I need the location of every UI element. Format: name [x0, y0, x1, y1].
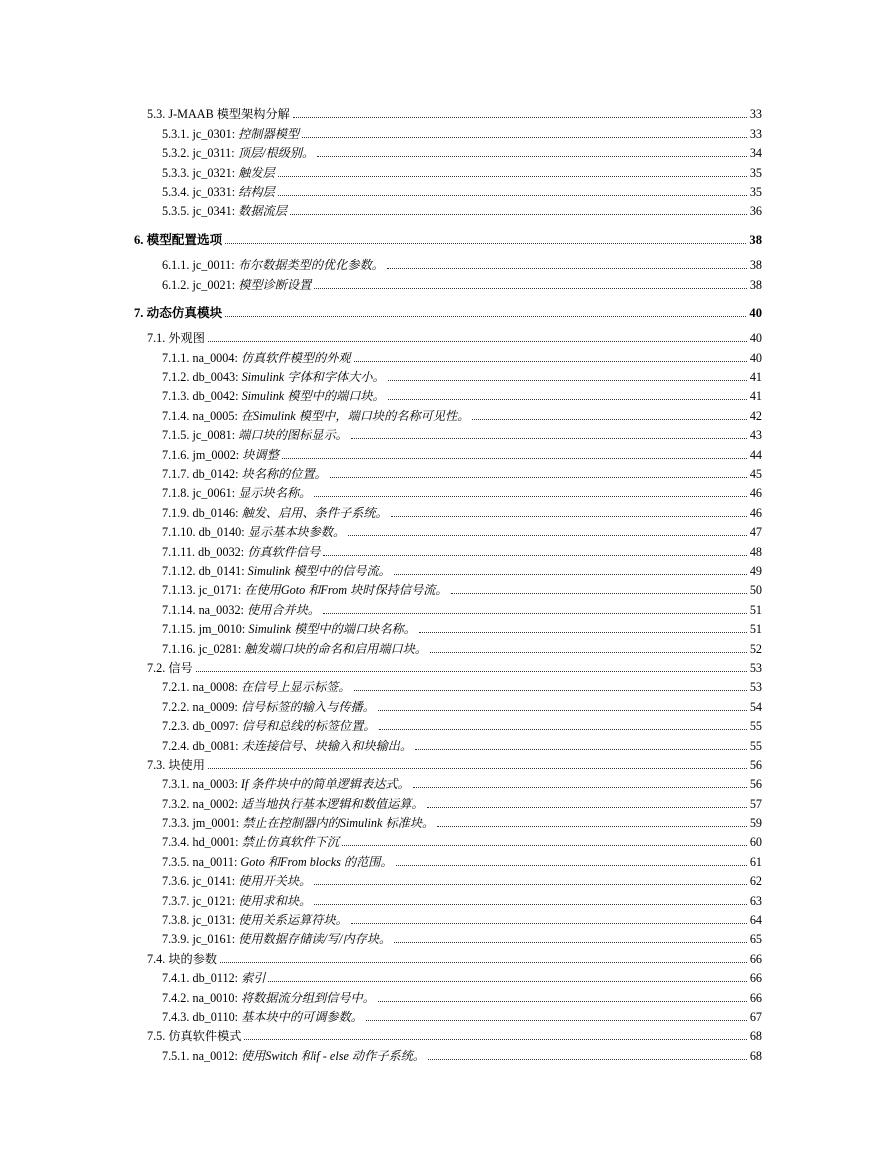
- toc-entry-text: [162, 680, 351, 694]
- toc-entry-number: 7.1.3. db_0042:: [162, 389, 242, 404]
- toc-entry[interactable]: [0, 753, 893, 772]
- dot-leader: [348, 535, 747, 536]
- toc-entry-text: [162, 428, 348, 442]
- toc-entry-title: 显示基本块参数。: [247, 525, 346, 540]
- dot-leader: [268, 981, 746, 982]
- toc-entry-page-number: 41: [749, 389, 762, 404]
- dot-leader: [428, 1059, 747, 1060]
- toc-entry-page-number: 66: [749, 990, 762, 1005]
- toc-entry[interactable]: [0, 272, 893, 291]
- dot-leader: [208, 768, 747, 769]
- toc-entry-title: 模型诊断设置: [238, 277, 312, 292]
- toc-entry-page-number: 45: [749, 467, 762, 482]
- toc-entry-page-number: 40: [749, 350, 762, 365]
- dot-leader: [451, 593, 747, 594]
- toc-entry-title: 触发、启用、条件子系统。: [241, 505, 388, 520]
- toc-entry-title: 块调整: [242, 447, 279, 462]
- toc-entry[interactable]: [0, 772, 893, 791]
- toc-entry-number: 7.4.1. db_0112:: [162, 971, 242, 986]
- toc-entry-text: [162, 525, 345, 539]
- toc-entry-title: 禁止在控制器内的Simulink 标准块。: [242, 816, 435, 831]
- toc-entry-title: 在Simulink 模型中，端口块的名称可见性。: [240, 408, 470, 423]
- toc-entry-page-number: 67: [749, 1009, 762, 1024]
- toc-entry-text: [162, 467, 327, 481]
- dot-leader: [430, 652, 747, 653]
- toc-entry-text: [162, 855, 393, 869]
- toc-entry[interactable]: [0, 985, 893, 1004]
- toc-entry-title: If 条件块中的简单逻辑表达式。: [240, 777, 410, 792]
- toc-entry-page-number: 33: [749, 126, 762, 141]
- toc-entry-title: 使用求和块。: [238, 893, 312, 908]
- toc-entry-page-number: 51: [749, 602, 762, 617]
- toc-entry-number: 7.1.10. db_0140:: [162, 525, 248, 540]
- toc-entry-page-number: 44: [749, 447, 762, 462]
- toc-entry-title: 触发层: [238, 165, 275, 180]
- toc-entry-title: 在使用Goto 和From 块时保持信号流。: [244, 583, 448, 598]
- toc-entry-title: 信号: [168, 660, 193, 675]
- toc-entry-page-number: 46: [749, 486, 762, 501]
- toc-entry-title: Simulink 模型中的端口块名称。: [248, 622, 416, 637]
- toc-entry[interactable]: [0, 811, 893, 830]
- toc-entry[interactable]: [0, 227, 893, 246]
- toc-entry-page-number: 38: [749, 277, 762, 292]
- toc-entry-number: 7.1.15. jm_0010:: [162, 622, 249, 637]
- toc-entry-title: Goto 和From blocks 的范围。: [240, 854, 393, 869]
- toc-entry-title: 使用数据存储读/写/内存块。: [238, 932, 392, 947]
- toc-entry[interactable]: [0, 423, 893, 442]
- toc-entry[interactable]: [0, 791, 893, 810]
- toc-entry-number: 7.1.: [147, 331, 169, 346]
- dot-leader: [314, 904, 747, 905]
- toc-entry-text: [162, 719, 376, 733]
- toc-entry-number: 7.5.: [147, 1029, 169, 1044]
- toc-entry-number: 7.1.12. db_0141:: [162, 563, 248, 578]
- toc-entry-page-number: 48: [749, 544, 762, 559]
- toc-entry[interactable]: [0, 462, 893, 481]
- toc-entry-title: Simulink 字体和字体大小。: [241, 370, 385, 385]
- dot-leader: [388, 399, 747, 400]
- toc-entry-text: [162, 777, 410, 791]
- toc-entry-text: [162, 166, 275, 180]
- dot-leader: [351, 923, 747, 924]
- toc-entry-title: 端口块的图标显示。: [238, 428, 348, 443]
- toc-entry-page-number: 64: [749, 913, 762, 928]
- toc-entry-number: 7.1.2. db_0043:: [162, 370, 242, 385]
- toc-entry-number: 7.3.2. na_0002:: [162, 796, 241, 811]
- toc-entry-page-number: 34: [749, 146, 762, 161]
- dot-leader: [314, 884, 747, 885]
- toc-entry-number: 7.3.4. hd_0001:: [162, 835, 242, 850]
- toc-entry-text: [134, 306, 222, 320]
- toc-entry[interactable]: [0, 927, 893, 946]
- toc-entry[interactable]: [0, 326, 893, 345]
- dot-leader: [396, 865, 747, 866]
- toc-entry-number: 7.1.1. na_0004:: [162, 350, 241, 365]
- toc-entry[interactable]: [0, 345, 893, 364]
- toc-entry-page-number: 56: [749, 777, 762, 792]
- toc-entry-number: 5.3.: [147, 107, 169, 122]
- toc-entry-title: 外观图: [168, 331, 205, 346]
- toc-entry-text: [162, 797, 424, 811]
- toc-entry-text: [162, 370, 385, 384]
- dot-leader: [379, 729, 747, 730]
- toc-entry-text: [162, 603, 320, 617]
- toc-entry-number: 7.2.3. db_0097:: [162, 719, 242, 734]
- toc-entry[interactable]: [0, 500, 893, 519]
- toc-entry-page-number: 61: [749, 854, 762, 869]
- toc-entry-text: [162, 622, 416, 636]
- toc-entry-title: Simulink 模型中的端口块。: [241, 389, 385, 404]
- dot-leader: [220, 962, 747, 963]
- dot-leader: [366, 1020, 747, 1021]
- toc-entry-number: 7.1.11. db_0032:: [162, 544, 248, 559]
- toc-entry-title: 布尔数据类型的优化参数。: [237, 258, 384, 273]
- toc-entry-page-number: 43: [749, 428, 762, 443]
- toc-entry-title: 控制器模型: [238, 126, 300, 141]
- toc-entry-text: [162, 127, 299, 141]
- toc-entry-number: 7.3.1. na_0003:: [162, 777, 241, 792]
- toc-entry[interactable]: [0, 403, 893, 422]
- toc-entry-text: [162, 991, 375, 1005]
- toc-entry[interactable]: [0, 481, 893, 500]
- dot-leader: [225, 316, 746, 317]
- toc-entry-text: [134, 233, 222, 247]
- dot-leader: [314, 288, 747, 289]
- toc-entry-title: 动态仿真模块: [146, 305, 223, 320]
- dot-leader: [437, 826, 747, 827]
- toc-entry-page-number: 36: [749, 204, 762, 219]
- toc-entry-number: 7.1.6. jm_0002:: [162, 447, 243, 462]
- dot-leader: [323, 613, 747, 614]
- toc-entry-title: Simulink 模型中的信号流。: [247, 563, 391, 578]
- dot-leader: [330, 477, 747, 478]
- toc-entry-text: [162, 146, 314, 160]
- toc-entry-title: 使用Switch 和if - else 动作子系统。: [240, 1048, 426, 1063]
- toc-entry[interactable]: [0, 578, 893, 597]
- toc-entry[interactable]: [0, 102, 893, 121]
- toc-entry[interactable]: [0, 869, 893, 888]
- dot-leader: [378, 710, 747, 711]
- toc-entry[interactable]: [0, 442, 893, 461]
- toc-entry-number: 5.3.2. jc_0311:: [162, 146, 238, 161]
- toc-entry-number: 7.3.: [147, 757, 169, 772]
- toc-entry-text: [147, 331, 205, 345]
- dot-leader: [244, 1039, 746, 1040]
- table-of-contents: [0, 102, 893, 1063]
- toc-entry[interactable]: [0, 1005, 893, 1024]
- toc-entry[interactable]: [0, 888, 893, 907]
- toc-entry[interactable]: [0, 365, 893, 384]
- toc-entry[interactable]: [0, 384, 893, 403]
- toc-entry-page-number: 52: [749, 641, 762, 656]
- toc-entry-number: 5.3.5. jc_0341:: [162, 204, 239, 219]
- toc-entry[interactable]: [0, 180, 893, 199]
- toc-entry[interactable]: [0, 849, 893, 868]
- toc-entry-page-number: 40: [749, 305, 762, 320]
- toc-entry-text: [162, 278, 311, 292]
- toc-entry-title: 仿真软件模型的外观: [240, 350, 351, 365]
- toc-entry-title: J-MAAB 模型架构分解: [168, 107, 290, 122]
- toc-entry-title: 将数据流分组到信号中。: [240, 990, 375, 1005]
- toc-entry-number: 5.3.4. jc_0331:: [162, 184, 239, 199]
- toc-entry-number: 7.1.8. jc_0061:: [162, 486, 239, 501]
- toc-entry-number: 7.1.5. jc_0081:: [162, 428, 239, 443]
- toc-entry-text: [162, 486, 311, 500]
- toc-entry-text: [162, 1010, 363, 1024]
- toc-entry-text: [162, 583, 448, 597]
- dot-leader: [415, 749, 747, 750]
- toc-entry-page-number: 57: [749, 796, 762, 811]
- toc-entry-text: [147, 1029, 241, 1043]
- toc-entry-page-number: 53: [749, 660, 762, 675]
- toc-entry-title: 仿真软件信号: [247, 544, 321, 559]
- toc-entry-page-number: 49: [749, 563, 762, 578]
- toc-entry-text: [162, 971, 265, 985]
- toc-entry-number: 7.3.6. jc_0141:: [162, 874, 239, 889]
- dot-leader: [278, 176, 747, 177]
- toc-entry-text: [162, 409, 469, 423]
- toc-entry-text: [162, 642, 427, 656]
- dot-leader: [391, 516, 747, 517]
- dot-leader: [225, 243, 746, 244]
- toc-entry[interactable]: [0, 675, 893, 694]
- toc-entry-number: 7.3.7. jc_0121:: [162, 893, 239, 908]
- toc-entry-number: 7.1.13. jc_0171:: [162, 583, 245, 598]
- toc-entry[interactable]: [0, 160, 893, 179]
- toc-entry-number: 6.: [134, 232, 147, 247]
- dot-leader: [314, 496, 747, 497]
- toc-entry[interactable]: [0, 559, 893, 578]
- toc-entry-text: [162, 700, 375, 714]
- toc-entry-number: 7.1.7. db_0142:: [162, 467, 242, 482]
- dot-leader: [427, 807, 747, 808]
- toc-entry-number: 7.4.2. na_0010:: [162, 990, 241, 1005]
- toc-entry-text: [162, 545, 320, 559]
- dot-leader: [388, 380, 747, 381]
- toc-entry-page-number: 55: [749, 719, 762, 734]
- toc-entry-number: 5.3.1. jc_0301:: [162, 126, 239, 141]
- toc-entry-page-number: 66: [749, 951, 762, 966]
- toc-entry-number: 7.2.2. na_0009:: [162, 699, 241, 714]
- toc-entry-text: [162, 506, 388, 520]
- toc-entry-text: [162, 204, 287, 218]
- toc-entry-page-number: 68: [749, 1029, 762, 1044]
- dot-leader: [413, 787, 747, 788]
- toc-entry-text: [162, 932, 391, 946]
- toc-entry-title: 使用关系运算符块。: [238, 913, 348, 928]
- toc-entry-text: [162, 389, 385, 403]
- toc-entry-title: 索引: [241, 971, 266, 986]
- toc-entry-number: 7.1.4. na_0005:: [162, 408, 241, 423]
- toc-entry-text: [162, 816, 434, 830]
- toc-entry-number: 7.2.4. db_0081:: [162, 738, 242, 753]
- toc-entry-number: 7.: [134, 305, 147, 320]
- toc-entry-number: 7.1.9. db_0146:: [162, 505, 242, 520]
- toc-entry-text: [147, 952, 217, 966]
- dot-leader: [302, 137, 747, 138]
- toc-entry-number: 7.1.14. na_0032:: [162, 602, 247, 617]
- toc-entry-number: 7.3.3. jm_0001:: [162, 816, 243, 831]
- dot-leader: [354, 361, 747, 362]
- toc-entry[interactable]: [0, 141, 893, 160]
- toc-entry-title: 使用开关块。: [238, 874, 312, 889]
- toc-entry-text: [162, 448, 279, 462]
- toc-entry[interactable]: [0, 121, 893, 140]
- toc-entry-title: 触发端口块的命名和启用端口块。: [244, 641, 428, 656]
- toc-entry-number: 7.3.8. jc_0131:: [162, 913, 239, 928]
- toc-entry-page-number: 56: [749, 757, 762, 772]
- toc-entry-number: 7.3.5. na_0011:: [162, 854, 241, 869]
- toc-entry-page-number: 62: [749, 874, 762, 889]
- dot-leader: [354, 690, 747, 691]
- toc-entry-number: 7.2.: [147, 660, 169, 675]
- toc-entry[interactable]: [0, 714, 893, 733]
- toc-entry-number: 7.5.1. na_0012:: [162, 1048, 241, 1063]
- dot-leader: [387, 268, 747, 269]
- toc-entry-page-number: 53: [749, 680, 762, 695]
- toc-entry[interactable]: [0, 301, 893, 320]
- toc-entry-page-number: 42: [749, 408, 762, 423]
- toc-entry[interactable]: [0, 830, 893, 849]
- toc-entry-page-number: 35: [749, 184, 762, 199]
- toc-entry-title: 未连接信号、块输入和块输出。: [241, 738, 413, 753]
- toc-entry-page-number: 54: [749, 699, 762, 714]
- toc-entry-number: 6.1.1. jc_0011:: [162, 258, 238, 273]
- toc-entry[interactable]: [0, 253, 893, 272]
- toc-entry-title: 仿真软件模式: [168, 1029, 242, 1044]
- toc-entry-page-number: 50: [749, 583, 762, 598]
- dot-leader: [394, 574, 747, 575]
- toc-entry-text: [162, 258, 384, 272]
- toc-entry-page-number: 68: [749, 1048, 762, 1063]
- toc-entry-page-number: 59: [749, 816, 762, 831]
- toc-entry-text: [162, 185, 275, 199]
- dot-leader: [278, 195, 747, 196]
- toc-entry[interactable]: [0, 199, 893, 218]
- dot-leader: [208, 341, 747, 342]
- dot-leader: [290, 214, 747, 215]
- toc-entry-number: 7.2.1. na_0008:: [162, 680, 241, 695]
- toc-entry-text: [147, 107, 290, 121]
- toc-entry-page-number: 41: [749, 370, 762, 385]
- toc-entry-page-number: 55: [749, 738, 762, 753]
- dot-leader: [282, 458, 747, 459]
- toc-entry-title: 模型配置选项: [146, 232, 223, 247]
- toc-entry-number: 5.3.3. jc_0321:: [162, 165, 239, 180]
- toc-entry-title: 在信号上显示标签。: [240, 680, 351, 695]
- toc-entry-number: 7.3.9. jc_0161:: [162, 932, 239, 947]
- toc-entry[interactable]: [0, 946, 893, 965]
- toc-entry[interactable]: [0, 617, 893, 636]
- dot-leader: [317, 156, 747, 157]
- dot-leader: [351, 438, 747, 439]
- toc-entry-page-number: 46: [749, 505, 762, 520]
- toc-entry-page-number: 66: [749, 971, 762, 986]
- toc-entry-text: [162, 351, 351, 365]
- toc-entry-number: 7.1.16. jc_0281:: [162, 641, 245, 656]
- toc-entry[interactable]: [0, 694, 893, 713]
- toc-entry-title: 块使用: [168, 757, 205, 772]
- toc-entry-page-number: 40: [749, 331, 762, 346]
- toc-entry-text: [162, 913, 348, 927]
- toc-entry-text: [147, 661, 193, 675]
- toc-entry-title: 基本块中的可调参数。: [241, 1009, 363, 1024]
- toc-entry-title: 显示块名称。: [238, 486, 312, 501]
- toc-entry-text: [162, 874, 311, 888]
- toc-entry-title: 块的参数: [168, 951, 218, 966]
- toc-entry-title: 信号和总线的标签位置。: [241, 719, 376, 734]
- toc-entry-title: 数据流层: [238, 204, 287, 219]
- toc-entry-page-number: 60: [749, 835, 762, 850]
- toc-entry-number: 7.4.3. db_0110:: [162, 1009, 242, 1024]
- dot-leader: [342, 845, 747, 846]
- toc-entry-text: [162, 1049, 425, 1063]
- toc-entry[interactable]: [0, 966, 893, 985]
- toc-entry[interactable]: [0, 636, 893, 655]
- toc-entry[interactable]: [0, 908, 893, 927]
- dot-leader: [394, 942, 747, 943]
- toc-entry-page-number: 38: [749, 232, 762, 247]
- toc-entry-title: 顶层/根级别。: [237, 146, 315, 161]
- toc-entry[interactable]: [0, 597, 893, 616]
- toc-entry-page-number: 65: [749, 932, 762, 947]
- dot-leader: [472, 419, 746, 420]
- dot-leader: [196, 671, 747, 672]
- toc-entry-title: 适当地执行基本逻辑和数值运算。: [240, 796, 424, 811]
- toc-entry[interactable]: [0, 1043, 893, 1062]
- toc-entry[interactable]: [0, 539, 893, 558]
- toc-entry-page-number: 35: [749, 165, 762, 180]
- toc-entry-text: [147, 758, 205, 772]
- dot-leader: [419, 632, 747, 633]
- toc-entry-page-number: 47: [749, 525, 762, 540]
- toc-entry-text: [162, 835, 339, 849]
- toc-entry[interactable]: [0, 520, 893, 539]
- toc-entry-page-number: 33: [749, 107, 762, 122]
- dot-leader: [378, 1001, 747, 1002]
- toc-entry[interactable]: [0, 656, 893, 675]
- toc-entry-title: 禁止仿真软件下沉: [241, 835, 340, 850]
- toc-entry[interactable]: [0, 1024, 893, 1043]
- toc-entry-text: [162, 564, 391, 578]
- toc-entry[interactable]: [0, 733, 893, 752]
- toc-entry-title: 使用合并块。: [246, 602, 321, 617]
- toc-entry-number: 7.4.: [147, 951, 169, 966]
- toc-entry-number: 6.1.2. jc_0021:: [162, 277, 239, 292]
- toc-entry-page-number: 63: [749, 893, 762, 908]
- toc-entry-title: 块名称的位置。: [241, 467, 327, 482]
- toc-entry-text: [162, 739, 412, 753]
- toc-entry-page-number: 51: [749, 622, 762, 637]
- toc-entry-title: 信号标签的输入与传播。: [240, 699, 375, 714]
- toc-entry-title: 结构层: [238, 184, 275, 199]
- dot-leader: [293, 117, 747, 118]
- toc-entry-text: [162, 894, 311, 908]
- toc-entry-page-number: 38: [749, 258, 762, 273]
- dot-leader: [323, 555, 746, 556]
